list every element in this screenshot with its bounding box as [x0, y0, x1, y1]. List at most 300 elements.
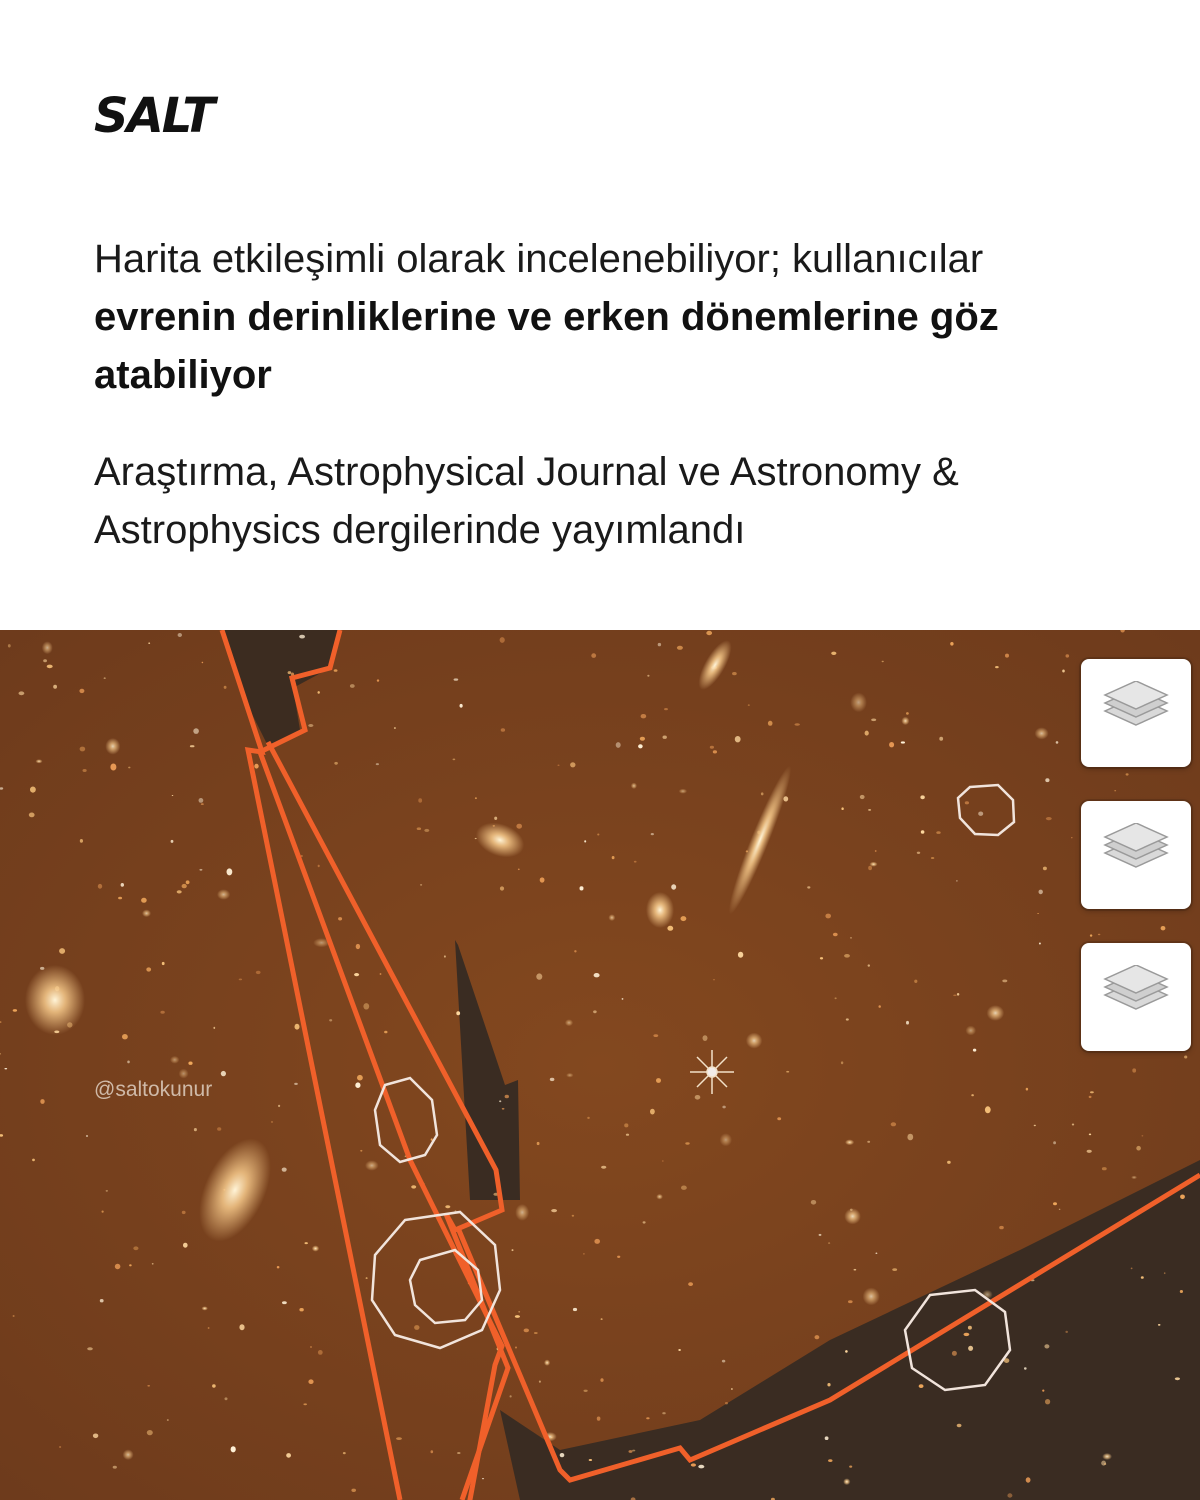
- galaxy-dot: [182, 884, 187, 888]
- galaxy-dot: [973, 1049, 976, 1052]
- galaxy-dot: [1114, 790, 1116, 791]
- galaxy-dot: [1141, 1276, 1144, 1279]
- galaxy-dot: [13, 1315, 15, 1316]
- galaxy-dot: [850, 937, 852, 938]
- galaxy-dot: [831, 652, 836, 655]
- galaxy-dot: [584, 1390, 588, 1392]
- galaxy-dot: [152, 1263, 154, 1265]
- galaxy-dot: [995, 666, 999, 668]
- galaxy-dot: [524, 1329, 529, 1333]
- galaxy-dot: [597, 1417, 601, 1421]
- galaxy-dot: [199, 798, 204, 803]
- galaxy-dot: [825, 914, 831, 919]
- galaxy-dot: [334, 669, 338, 672]
- galaxy-dot: [133, 1246, 138, 1250]
- galaxy-dot: [591, 653, 596, 658]
- galaxy-dot: [827, 1383, 830, 1386]
- galaxy-dot: [1071, 837, 1073, 838]
- galaxy-dot: [968, 1346, 973, 1351]
- layer-toggle-button-3[interactable]: [1081, 943, 1191, 1051]
- galaxy-dot: [127, 1061, 130, 1064]
- galaxy-dot: [308, 724, 313, 727]
- galaxy-dot: [844, 1208, 861, 1224]
- galaxy-dot: [282, 1301, 287, 1304]
- galaxy-dot: [622, 998, 624, 1000]
- layer-toggle-button-2[interactable]: [1081, 801, 1191, 909]
- galaxy-dot: [1039, 890, 1043, 895]
- galaxy-dot: [350, 684, 355, 688]
- galaxy-dot: [59, 1446, 61, 1448]
- galaxy-dot: [835, 997, 837, 999]
- galaxy-dot: [177, 890, 182, 893]
- galaxy-dot: [360, 1150, 362, 1152]
- galaxy-dot: [394, 727, 396, 729]
- galaxy-dot: [277, 1266, 280, 1268]
- galaxy-dot: [1062, 670, 1065, 673]
- galaxy-dot: [217, 1127, 221, 1131]
- galaxy-dot: [366, 1277, 368, 1279]
- salt-logo: SALT: [94, 88, 214, 144]
- galaxy-dot: [518, 1311, 520, 1313]
- galaxy-dot: [624, 1123, 628, 1127]
- galaxy-dot: [188, 1062, 192, 1065]
- galaxy-dot: [1136, 1146, 1141, 1151]
- galaxy-dot: [202, 1306, 208, 1310]
- galaxy-dot: [843, 1478, 850, 1485]
- galaxy-dot: [1089, 1134, 1091, 1136]
- galaxy-dot: [875, 850, 877, 852]
- galaxy-dot: [722, 1360, 725, 1363]
- galaxy-dot: [334, 762, 338, 765]
- galaxy-dot: [377, 679, 379, 681]
- galaxy-dot: [534, 1332, 538, 1334]
- galaxy-dot: [105, 738, 120, 755]
- galaxy-dot: [282, 1168, 287, 1172]
- galaxy-dot: [664, 708, 668, 710]
- galaxy-dot: [662, 1161, 664, 1162]
- galaxy-dot: [224, 686, 227, 689]
- galaxy-dot: [965, 801, 969, 804]
- galaxy-dot: [172, 795, 174, 796]
- galaxy-dot: [677, 646, 683, 650]
- layer-toggle-button-1[interactable]: [1081, 659, 1191, 767]
- galaxy-dot: [850, 1209, 853, 1211]
- galaxy-dot: [1007, 1493, 1012, 1497]
- galaxy-dot: [1059, 1209, 1061, 1210]
- galaxy-dot: [414, 1325, 419, 1330]
- galaxy-dot: [688, 1282, 693, 1286]
- galaxy-dot: [256, 971, 261, 974]
- galaxy-dot: [950, 642, 953, 646]
- galaxy-dot: [411, 1185, 416, 1188]
- galaxy-dot: [616, 742, 621, 748]
- galaxy-dot: [589, 1459, 592, 1461]
- galaxy-dot: [365, 1160, 379, 1170]
- galaxy-dot: [86, 1135, 88, 1137]
- galaxy-dot: [515, 1315, 520, 1318]
- galaxy-dot: [703, 1035, 708, 1041]
- galaxy-dot: [53, 685, 57, 689]
- subline: Araştırma, Astrophysical Journal ve Astronomy & Astrophysics dergilerinde yayımlandı: [94, 450, 959, 552]
- galaxy-dot: [653, 1034, 658, 1037]
- galaxy-dot: [518, 869, 520, 871]
- galaxy-small: [646, 892, 674, 928]
- deep-field-map[interactable]: [0, 630, 1200, 1500]
- galaxy-dot: [917, 852, 920, 854]
- galaxy-dot: [286, 1453, 291, 1458]
- galaxy-dot: [295, 1024, 300, 1030]
- galaxy-dot: [594, 1239, 600, 1244]
- galaxy-dot: [667, 926, 673, 931]
- galaxy-dot: [601, 1318, 603, 1320]
- galaxy-dot: [1090, 1091, 1094, 1093]
- galaxy-dot: [343, 1452, 346, 1454]
- galaxy-dot: [354, 973, 359, 976]
- galaxy-dot: [225, 1397, 228, 1400]
- galaxy-dot: [100, 1299, 104, 1302]
- galaxy-dot: [36, 759, 43, 763]
- galaxy-dot: [515, 1347, 517, 1349]
- galaxy-dot: [786, 1071, 789, 1073]
- galaxy-dot: [182, 1211, 186, 1214]
- galaxy-dot: [1126, 773, 1129, 775]
- galaxy-dot: [999, 1226, 1004, 1229]
- galaxy-dot: [217, 889, 230, 900]
- galaxy-dot: [494, 817, 497, 820]
- galaxy-dot: [844, 954, 850, 958]
- galaxy-dot: [376, 763, 379, 765]
- galaxy-dot: [558, 765, 560, 766]
- galaxy-dot: [1034, 1125, 1036, 1126]
- galaxy-dot: [1180, 1290, 1183, 1293]
- galaxy-dot: [957, 993, 959, 996]
- galaxy-dot: [460, 704, 463, 708]
- galaxy-dot: [914, 980, 917, 983]
- headline-regular: Harita etkileşimli olarak incelenebiliyor; kullanıcılar: [94, 237, 984, 281]
- galaxy-dot: [906, 1021, 909, 1025]
- galaxy-dot: [964, 1333, 970, 1336]
- galaxy-dot: [987, 1005, 1005, 1021]
- galaxy-dot: [936, 831, 940, 834]
- galaxy-dot: [841, 807, 843, 810]
- galaxy-dot: [202, 662, 204, 663]
- galaxy-dot: [1098, 934, 1101, 935]
- galaxy-dot: [1131, 1268, 1133, 1270]
- galaxy-dot: [1142, 1135, 1144, 1136]
- galaxy-dot: [651, 833, 654, 835]
- galaxy-dot: [811, 1200, 816, 1205]
- galaxy-dot: [601, 1166, 606, 1169]
- galaxy-dot: [1002, 980, 1007, 983]
- galaxy-dot: [178, 633, 182, 637]
- galaxy-dot: [710, 746, 714, 749]
- galaxy-dot: [239, 1324, 244, 1330]
- galaxy-dot: [1158, 1324, 1161, 1326]
- galaxy-dot: [418, 798, 422, 802]
- galaxy-dot: [338, 917, 342, 920]
- galaxy-dot: [356, 944, 360, 949]
- galaxy-dot: [597, 834, 599, 836]
- galaxy-dot: [860, 795, 865, 799]
- galaxy-dot: [201, 803, 204, 805]
- galaxy-dot: [646, 1417, 649, 1419]
- galaxy-dot: [971, 1094, 974, 1096]
- galaxy-dot: [199, 869, 202, 871]
- galaxy-dot: [868, 964, 870, 966]
- galaxy-dot: [807, 886, 810, 888]
- galaxy-dot: [357, 1075, 363, 1081]
- galaxy-dot: [867, 1141, 870, 1143]
- galaxy-dot: [795, 723, 800, 726]
- galaxy-dot: [129, 1264, 132, 1266]
- galaxy-dot: [1102, 1453, 1112, 1460]
- galaxy-dot: [1026, 1477, 1031, 1482]
- galaxy-dot: [40, 1099, 44, 1104]
- galaxy-dot: [457, 1452, 460, 1454]
- galaxy-dot: [500, 637, 505, 643]
- galaxy-dot: [656, 1194, 663, 1200]
- galaxy-dot: [308, 1379, 313, 1384]
- galaxy-dot: [278, 1105, 280, 1107]
- galaxy-dot: [768, 721, 773, 726]
- galaxy-dot: [544, 1360, 550, 1366]
- galaxy-dot: [162, 962, 165, 965]
- galaxy-dot: [663, 736, 667, 739]
- galaxy-dot: [505, 1095, 509, 1099]
- galaxy-dot: [482, 1478, 484, 1479]
- galaxy-dot: [1104, 1463, 1106, 1465]
- galaxy-dot: [363, 1003, 369, 1009]
- galaxy-dot: [19, 691, 25, 695]
- galaxy-dot: [1043, 867, 1047, 871]
- galaxy-dot: [1066, 654, 1070, 657]
- galaxy-dot: [600, 1378, 603, 1382]
- galaxy-dot: [947, 1161, 951, 1164]
- galaxy-dot: [110, 764, 116, 771]
- galaxy-dot: [453, 759, 456, 761]
- galaxy-dot: [254, 764, 258, 769]
- galaxy-dot: [93, 1434, 98, 1439]
- galaxy-dot: [828, 1459, 832, 1462]
- galaxy-dot: [584, 840, 586, 842]
- galaxy-dot: [722, 1106, 725, 1109]
- bright-galaxy-left: [25, 965, 85, 1035]
- galaxy-dot: [1184, 1056, 1187, 1059]
- header: [0, 0, 1200, 630]
- galaxy-dot: [396, 1437, 402, 1440]
- galaxy-dot: [632, 1450, 635, 1452]
- galaxy-dot: [510, 1395, 512, 1397]
- galaxy-dot: [121, 883, 124, 887]
- galaxy-dot: [380, 973, 382, 975]
- galaxy-dot: [537, 1142, 540, 1145]
- galaxy-dot: [921, 830, 925, 834]
- galaxy-dot: [685, 1142, 689, 1144]
- galaxy-dot: [580, 886, 584, 890]
- galaxy-dot: [540, 877, 545, 882]
- galaxy-dot: [288, 671, 292, 674]
- galaxy-dot: [454, 678, 459, 680]
- galaxy-dot: [720, 1133, 732, 1146]
- galaxy-dot: [122, 1034, 128, 1039]
- galaxy-dot: [706, 631, 712, 635]
- galaxy-dot: [30, 787, 36, 793]
- galaxy-dot: [80, 839, 83, 843]
- galaxy-dot: [957, 1424, 962, 1427]
- galaxy-dot: [29, 813, 35, 818]
- galaxy-dot: [732, 672, 737, 675]
- galaxy-dot: [83, 769, 87, 772]
- galaxy-dot: [186, 880, 190, 884]
- galaxy-dot: [118, 897, 122, 900]
- headline: [94, 230, 1114, 404]
- galaxy-dot: [560, 1453, 565, 1457]
- galaxy-dot: [868, 809, 871, 811]
- galaxy-dot: [868, 866, 872, 870]
- galaxy-dot: [691, 1463, 696, 1466]
- galaxy-dot: [819, 1234, 822, 1236]
- galaxy-dot: [848, 1300, 853, 1303]
- galaxy-dot: [475, 797, 477, 799]
- galaxy-dot: [539, 1381, 541, 1383]
- galaxy-dot: [536, 973, 542, 979]
- galaxy-dot: [148, 643, 150, 644]
- galaxy-dot: [431, 1450, 434, 1453]
- galaxy-dot: [825, 1436, 829, 1440]
- galaxy-dot: [1161, 926, 1166, 930]
- galaxy-dot: [1164, 1272, 1166, 1274]
- galaxy-dot: [303, 1403, 307, 1405]
- galaxy-dot: [761, 792, 764, 795]
- galaxy-dot: [1065, 1331, 1068, 1333]
- galaxy-dot: [919, 1384, 924, 1388]
- galaxy-dot: [587, 1117, 590, 1119]
- galaxy-dot: [583, 1253, 585, 1254]
- galaxy-dot: [318, 865, 320, 868]
- galaxy-dot: [8, 644, 11, 647]
- galaxy-dot: [966, 1026, 977, 1036]
- galaxy-dot: [299, 1308, 303, 1311]
- galaxy-dot: [738, 952, 743, 958]
- galaxy-dot: [845, 1350, 848, 1353]
- galaxy-dot: [1045, 1399, 1050, 1404]
- galaxy-dot: [59, 948, 65, 954]
- galaxy-dot: [239, 979, 242, 981]
- galaxy-dot: [4, 1068, 7, 1069]
- galaxy-dot: [502, 1108, 505, 1110]
- galaxy-dot: [863, 1288, 880, 1306]
- galaxy-dot: [985, 1106, 991, 1113]
- galaxy-dot: [617, 1256, 620, 1258]
- galaxy-dot: [593, 1010, 597, 1013]
- galaxy-dot: [146, 967, 151, 971]
- galaxy-dot: [850, 693, 867, 713]
- galaxy-dot: [417, 827, 421, 830]
- galaxy-dot: [147, 1430, 153, 1435]
- galaxy-dot: [299, 635, 305, 639]
- galaxy-dot: [516, 824, 522, 829]
- galaxy-dot: [565, 1019, 573, 1026]
- galaxy-dot: [574, 950, 576, 952]
- galaxy-dot: [641, 714, 647, 718]
- galaxy-dot: [631, 783, 637, 789]
- galaxy-dot: [820, 957, 823, 959]
- galaxy-dot: [123, 1449, 134, 1460]
- galaxy-dot: [515, 1204, 529, 1221]
- galaxy-dot: [1044, 1344, 1049, 1348]
- galaxy-dot: [1005, 654, 1009, 658]
- galaxy-dot: [294, 1083, 298, 1085]
- galaxy-dot: [1046, 817, 1052, 820]
- galaxy-dot: [13, 1009, 17, 1012]
- galaxy-dot: [310, 1346, 312, 1347]
- galaxy-dot: [681, 916, 687, 921]
- galaxy-dot: [512, 1249, 514, 1251]
- galaxy-dot: [638, 744, 643, 748]
- galaxy-dot: [1056, 741, 1059, 744]
- galaxy-dot: [1087, 1150, 1092, 1153]
- galaxy-dot: [106, 1190, 108, 1191]
- galaxy-dot: [1024, 1367, 1027, 1369]
- galaxy-dot: [355, 1082, 360, 1088]
- galaxy-dot: [1072, 1124, 1074, 1126]
- galaxy-dot: [1026, 1088, 1028, 1091]
- galaxy-dot: [968, 1326, 972, 1330]
- galaxy-dot: [841, 1061, 843, 1064]
- galaxy-dot: [1090, 934, 1092, 936]
- galaxy-dot: [882, 661, 884, 662]
- galaxy-dot: [679, 789, 687, 794]
- galaxy-dot: [98, 884, 102, 889]
- galaxy-dot: [566, 1073, 573, 1078]
- galaxy-dot: [731, 1388, 733, 1390]
- galaxy-dot: [612, 856, 615, 859]
- galaxy-dot: [870, 862, 878, 867]
- social-handle-watermark: @saltokunur: [94, 1078, 213, 1101]
- galaxy-dot: [698, 1465, 704, 1469]
- galaxy-dot: [147, 1385, 150, 1387]
- galaxy-dot: [227, 868, 233, 875]
- galaxy-dot: [190, 745, 195, 747]
- headline-bold: evrenin derinliklerine ve erken dönemlerine göz atabiliyor: [94, 295, 999, 397]
- galaxy-dot: [815, 1335, 820, 1339]
- galaxy-dot: [499, 1100, 501, 1102]
- galaxy-dot: [1053, 1202, 1057, 1205]
- galaxy-dot: [572, 1215, 574, 1217]
- galaxy-dot: [1175, 1377, 1180, 1380]
- galaxy-dot: [681, 1186, 687, 1190]
- galaxy-dot: [978, 812, 983, 816]
- galaxy-dot: [231, 1446, 236, 1452]
- galaxy-dot: [500, 886, 504, 890]
- galaxy-dot: [80, 747, 86, 752]
- galaxy-dot: [551, 1209, 557, 1212]
- galaxy-dot: [445, 1205, 450, 1208]
- galaxy-dot: [113, 1466, 117, 1469]
- galaxy-dot: [735, 736, 741, 742]
- galaxy-dot: [953, 995, 956, 997]
- galaxy-dot: [671, 884, 676, 889]
- galaxy-dot: [1131, 1176, 1137, 1180]
- galaxy-dot: [713, 979, 715, 980]
- galaxy-dot: [748, 704, 750, 706]
- galaxy-dot: [79, 689, 84, 693]
- galaxy-dot: [115, 1264, 121, 1269]
- galaxy-dot: [658, 643, 661, 646]
- galaxy-dot: [865, 731, 869, 736]
- map-canvas[interactable]: [0, 630, 1200, 1500]
- galaxy-dot: [849, 1466, 852, 1468]
